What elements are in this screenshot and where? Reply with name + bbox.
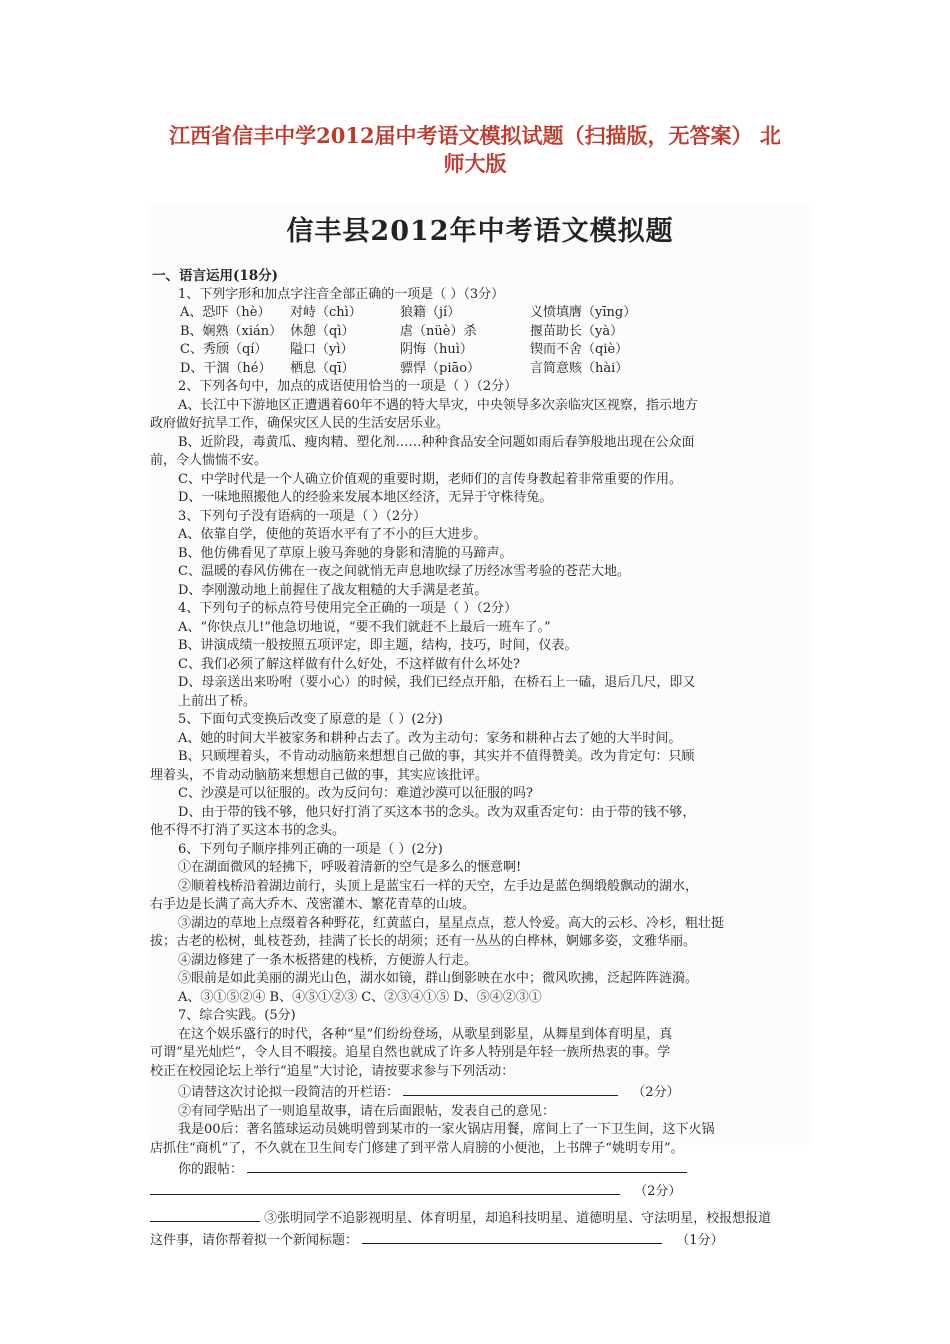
- sub-question-3-text: ③张明同学不追影视明星、体育明星，却追科技明星、道德明星、守法明星，校报想报道: [264, 1211, 772, 1226]
- question-3-stem: 3、下列句子没有语病的一项是（ ）（2分）: [178, 508, 427, 524]
- text-line: D、由于带的钱不够，他只好打消了买这本书的念头。改为双重否定句：由于带的钱不够，: [178, 804, 696, 820]
- sub-question-3-line-2: [150, 1229, 810, 1251]
- text-line: ⑤眼前是如此美丽的湖光山色，湖水如镜，群山倒影映在水中；微风吹拂，泛起阵阵涟漪。: [178, 971, 699, 986]
- text-line: A、依靠自学，使他的英语水平有了不小的巨大进步。: [178, 527, 487, 542]
- option-cell: 阴悔（huì）: [400, 342, 473, 357]
- answer-blank[interactable]: [150, 1180, 620, 1195]
- option-cell: 隘口（yì）: [290, 342, 354, 357]
- sub-question-3-text-2: 这件事，请你帮着拟一个新闻标题：: [150, 1232, 359, 1248]
- score-label: （1分）: [676, 1232, 724, 1248]
- scanned-exam-page: [150, 205, 810, 1248]
- question-4-stem: 4、下列句子的标点符号使用完全正确的一项是（ ）（2分）: [178, 601, 518, 616]
- option-cell: A、恐吓（hè）: [180, 305, 271, 320]
- sub-question-2-text: ②有同学贴出了一则追星故事，请在后面跟帖，发表自己的意见：: [178, 1103, 556, 1119]
- reply-line: [150, 1158, 810, 1180]
- question-6-choices: A、③①⑤②④ B、④⑤①②③ C、②③④①⑤ D、⑤④②③①: [178, 989, 542, 1005]
- sub-question-1-text: ①请替这次讨论拟一段简洁的开栏语：: [178, 1085, 400, 1100]
- text-line: B、讲演成绩一般按照五项评定，即主题，结构，技巧，时间，仪表。: [178, 638, 578, 653]
- question-1-stem: 1、下列字形和加点字注音全部正确的一项是（ ）（3分）: [178, 286, 505, 302]
- text-line: A、长江中下游地区正遭遇着60年不遇的特大旱灾，中央领导多次亲临灾区视察，指示地方: [178, 397, 698, 413]
- option-cell: 狼籍（jí）: [400, 305, 461, 320]
- text-line: D、一味地照搬他人的经验来发展本地区经济，无异于守株待兔。: [178, 490, 553, 505]
- option-cell: 义愤填膺（yīng）: [530, 305, 637, 320]
- option-cell: 休憩（qì）: [290, 323, 355, 339]
- reply-line-2: [150, 1180, 810, 1202]
- reply-label: 你的跟帖：: [178, 1162, 244, 1177]
- text-line: A、“你快点儿!”他急切地说，“要不我们就赶不上最后一班车了。”: [178, 619, 551, 635]
- sub-question-3: [150, 1207, 810, 1229]
- text-line: ③湖边的草地上点缀着各种野花，红黄蓝白，星星点点，惹人怜爱。高大的云杉、冷杉，粗壮挺: [178, 915, 725, 931]
- question-5-stem: 5、下面句式变换后改变了原意的是（ ）(2分): [178, 712, 443, 727]
- text-line: 上前出了桥。: [178, 693, 257, 709]
- text-line: 他不得不打消了买这本书的念头。: [150, 823, 346, 838]
- answer-blank[interactable]: [150, 1207, 260, 1222]
- text-line: ④湖边修建了一条木板搭建的栈桥，方便游人行走。: [178, 952, 478, 968]
- option-cell: D、干涸（hé）: [180, 360, 272, 376]
- text-line: ①在湖面微风的轻拂下，呼吸着清新的空气是多么的惬意啊!: [178, 860, 522, 875]
- question-1-options: [150, 304, 810, 378]
- document-header: [60, 122, 890, 178]
- question-7-stem: 7、综合实践。(5分): [178, 1008, 296, 1023]
- option-row: [150, 360, 810, 379]
- text-line: C、我们必须了解这样做有什么好处，不这样做有什么坏处?: [178, 656, 520, 672]
- question-2-stem: 2、下列各句中，加点的成语使用恰当的一项是（ ）（2分）: [178, 379, 518, 394]
- text-line: B、只顾埋着头，不肯动动脑筋来想想自己做的事，其实并不值得赞美。改为肯定句：只顾: [178, 749, 695, 764]
- question-6-stem: 6、下列句子顺序排列正确的一项是（ ）(2分): [178, 841, 443, 857]
- option-cell: B、娴熟（xián）: [180, 323, 283, 339]
- text-line: 拔；古老的松树，虬枝苍劲，挂满了长长的胡须；还有一丛丛的白桦林，婀娜多姿，文雅华丽。: [150, 934, 697, 949]
- text-line: D、李刚激动地上前握住了战友粗糙的大手满是老茧。: [178, 582, 488, 598]
- text-line: D、母亲送出来吩咐（要小心）的时候，我们已经点开船，在桥石上一磕，退后几尺，即又: [178, 675, 696, 690]
- text-line: 校正在校园论坛上举行“追星”大讨论，请按要求参与下列活动：: [150, 1063, 515, 1079]
- text-line: 我是00后：著名篮球运动员姚明曾到某市的一家火锅店用餐，席间上了一下卫生间，这下火锅: [178, 1122, 715, 1137]
- text-line: 前，令人惴惴不安。: [150, 453, 268, 468]
- section-heading: 一、语言运用(18分): [152, 268, 279, 284]
- text-line: C、中学时代是一个人确立价值观的重要时期，老师们的言传身教起着非常重要的作用。: [178, 471, 682, 487]
- text-line: ②顺着栈桥沿着湖边前行，头顶上是蓝宝石一样的天空，左手边是蓝色绸缎般飘动的湖水，: [178, 878, 699, 894]
- header-line-2: 师大版: [443, 151, 507, 176]
- option-cell: 言简意赅（hài）: [530, 360, 629, 376]
- answer-blank[interactable]: [362, 1229, 662, 1244]
- text-line: A、她的时间大半被家务和耕种占去了。改为主动句：家务和耕种占去了她的大半时间。: [178, 730, 682, 746]
- option-cell: 虐（nüè）杀: [400, 323, 477, 339]
- option-row: [150, 304, 810, 323]
- option-cell: 骠悍（piāo）: [400, 360, 481, 376]
- text-line: 店抓住“商机”了，不久就在卫生间专门修建了到平常人肩膀的小便池，上书牌子“姚明专用”。: [150, 1140, 684, 1156]
- text-line: B、他仿佛看见了草原上骏马奔驰的身影和清脆的马蹄声。: [178, 545, 513, 561]
- answer-blank[interactable]: [403, 1081, 618, 1096]
- exam-title: 信丰县2012年中考语文模拟题: [286, 216, 674, 247]
- answer-blank[interactable]: [247, 1158, 687, 1173]
- text-line: 政府做好抗旱工作，确保灾区人民的生活安居乐业。: [150, 416, 450, 431]
- header-line-1: 江西省信丰中学2012届中考语文模拟试题（扫描版，无答案） 北: [169, 123, 781, 148]
- option-cell: 揠苗助长（yà）: [530, 323, 624, 339]
- option-cell: C、秀颀（qí）: [180, 342, 268, 357]
- text-line: C、温暖的春风仿佛在一夜之间就悄无声息地吹绿了历经冰雪考验的苍茫大地。: [178, 564, 630, 579]
- text-line: 在这个娱乐盛行的时代，各种“星”们纷纷登场，从歌星到影星，从舞星到体育明星，真: [178, 1026, 673, 1042]
- score-label: （2分）: [634, 1183, 682, 1199]
- sub-question-1: [150, 1081, 810, 1103]
- score-label: （2分）: [632, 1085, 680, 1100]
- text-line: 右手边是长满了高大乔木、茂密灌木、繁花青草的山坡。: [150, 897, 476, 912]
- text-line: 埋着头，不肯动动脑筋来想想自己做的事，其实应该批评。: [150, 767, 489, 783]
- text-line: C、沙漠是可以征服的。改为反问句：难道沙漠可以征服的吗?: [178, 786, 533, 801]
- option-row: [150, 341, 810, 360]
- option-row: [150, 323, 810, 342]
- option-cell: 对峙（chì）: [290, 305, 362, 320]
- text-line: 可谓“星光灿烂”，令人目不暇接。追星自然也就成了许多人特别是年轻一族所热衷的事。学: [150, 1045, 671, 1060]
- text-line: B、近阶段，毒黄瓜、瘦肉精、塑化剂……种种食品安全问题如雨后春笋般地出现在公众面: [178, 434, 695, 450]
- option-cell: 锲而不舍（qiè）: [530, 342, 629, 357]
- option-cell: 栖息（qī）: [290, 360, 355, 376]
